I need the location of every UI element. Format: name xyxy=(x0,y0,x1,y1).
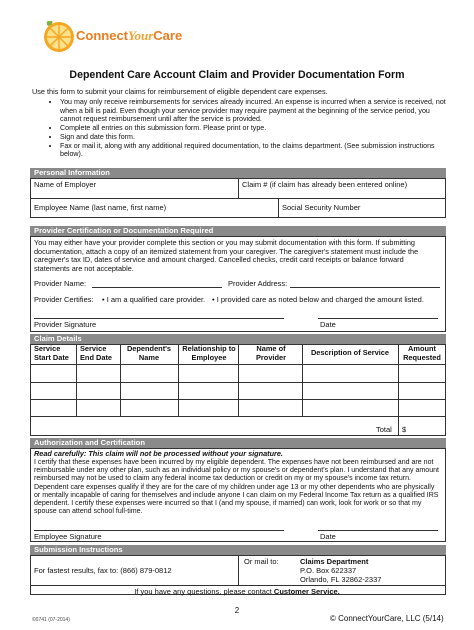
provider-date-label: Date xyxy=(320,320,336,329)
employee-signature-input[interactable] xyxy=(34,530,284,531)
col-header-dependent: Dependent's Name xyxy=(126,344,172,362)
divider xyxy=(178,344,179,416)
divider xyxy=(30,198,446,199)
employee-signature-label: Employee Signature xyxy=(34,532,102,541)
divider xyxy=(120,344,121,416)
city-state-zip: Orlando, FL 32862-2337 xyxy=(300,575,382,584)
provider-name-input[interactable] xyxy=(92,287,222,288)
ssn-field[interactable]: Social Security Number xyxy=(282,203,361,212)
cert-item-2: • I provided care as noted below and charged the amount listed. xyxy=(212,295,424,304)
section-header-personal: Personal Information xyxy=(30,168,446,178)
divider xyxy=(398,344,399,436)
customer-service-link[interactable]: Customer Service. xyxy=(273,587,340,596)
divider xyxy=(30,585,446,586)
employee-date-input[interactable] xyxy=(318,530,438,531)
provider-address-label: Provider Address: xyxy=(228,279,288,288)
divider xyxy=(238,344,239,416)
provider-certifies-label: Provider Certifies: xyxy=(34,295,94,304)
list-item: • Fax or mail it, along with any additional required documentation, to the claims department. (See submission instructions below). xyxy=(60,142,450,159)
col-header-relationship: Relationship to Employee xyxy=(182,344,236,362)
employee-name-field[interactable]: Employee Name (last name, first name) xyxy=(34,203,167,212)
table-row[interactable] xyxy=(30,416,446,417)
provider-address-input[interactable] xyxy=(290,287,440,288)
total-amount-field[interactable]: $ xyxy=(402,425,407,434)
total-label: Total xyxy=(376,425,392,434)
divider xyxy=(76,344,77,416)
section-header-authorization: Authorization and Certification xyxy=(30,438,446,448)
col-header-amount: Amount Requested xyxy=(403,344,441,362)
logo-citrus-icon xyxy=(42,18,76,56)
claim-number-field[interactable]: Claim # (if claim has already been entered online) xyxy=(242,180,408,189)
col-header-end-date: Service End Date xyxy=(80,344,113,362)
provider-signature-label: Provider Signature xyxy=(34,320,97,329)
provider-date-input[interactable] xyxy=(318,318,438,319)
col-header-description: Description of Service xyxy=(310,348,390,357)
section-header-submission: Submission Instructions xyxy=(30,545,446,555)
section-header-claim: Claim Details xyxy=(30,334,446,344)
section-header-provider: Provider Certification or Documentation Required xyxy=(30,226,446,236)
fax-instructions: For fastest results, fax to: (866) 879-0812 xyxy=(34,566,172,575)
col-header-start-date: Service Start Date xyxy=(34,344,69,362)
authorization-text: I certify that these expenses have been incurred by my eligible dependent. The expenses have not been reimbursed and are not reimbursable under any other plan, such as an individual policy or my spouse's or dependent's plan. I understand that any amount reimbursed may not be used to claim any federal income tax deduction or credit on my or my spouse's income tax return. Dependent care expenses qualify if they are for the care of my children under age 13 or my other dependents who are physically or mentally incapable of caring for themselves and include anyone I can claim on my Federal Income Tax return as a qualified IRS dependent. I certify these expenses were incurred so that I (and my spouse, if married) can work, look for work or so that my spouse can attend school full-time. xyxy=(34,459,439,516)
list-item: • You may only receive reimbursements for services already incurred. An expense is incurred when a service is received, not when a bill is paid. Even though your service provider may require payment at the beginning of the service period, you cannot request reimbursement until after the service is provided. xyxy=(60,98,450,124)
divider xyxy=(238,178,239,198)
claims-dept: Claims Department xyxy=(300,557,369,566)
page-number: 2 xyxy=(234,606,240,615)
col-header-provider: Name of Provider xyxy=(256,344,286,362)
form-title: Dependent Care Account Claim and Provider Documentation Form xyxy=(69,69,405,81)
divider xyxy=(278,198,279,218)
po-box: P.O. Box 622337 xyxy=(300,566,357,575)
logo-text: ConnectYourCare xyxy=(76,28,183,43)
list-item: • Complete all entries on this submission form. Please print or type. xyxy=(60,124,450,133)
list-item: • Sign and date this form. xyxy=(60,133,450,142)
employer-name-field[interactable]: Name of Employer xyxy=(34,180,97,189)
questions-text: If you have any questions, please contact Customer Service. xyxy=(134,587,340,596)
logo xyxy=(42,18,192,56)
provider-name-label: Provider Name: xyxy=(34,279,87,288)
authorization-warning: Read carefully: This claim will not be processed without your signature. xyxy=(34,449,283,458)
provider-signature-input[interactable] xyxy=(34,318,284,319)
mail-label: Or mail to: xyxy=(244,557,279,566)
employee-date-label: Date xyxy=(320,532,336,541)
provider-instructions: You may either have your provider complete this section or you may submit documentation with this form. If submitting documentation, attach a copy of an itemized statement from your caregiver. The caregiver's statement must include the caregiver's tax ID, dates of service and amount charged. Cancelled checks, credit card receipts or balance forward statements are not acceptable. xyxy=(34,238,419,273)
instructions-list xyxy=(50,98,450,159)
form-id: ©0741 (07-2014) xyxy=(32,617,70,623)
intro-text: Use this form to submit your claims for reimbursement of eligible dependent care expenses. xyxy=(32,87,328,96)
copyright: © ConnectYourCare, LLC (5/14) xyxy=(330,614,444,623)
cert-item-1: • I am a qualified care provider. xyxy=(102,295,206,304)
divider xyxy=(302,344,303,416)
divider xyxy=(238,555,239,585)
